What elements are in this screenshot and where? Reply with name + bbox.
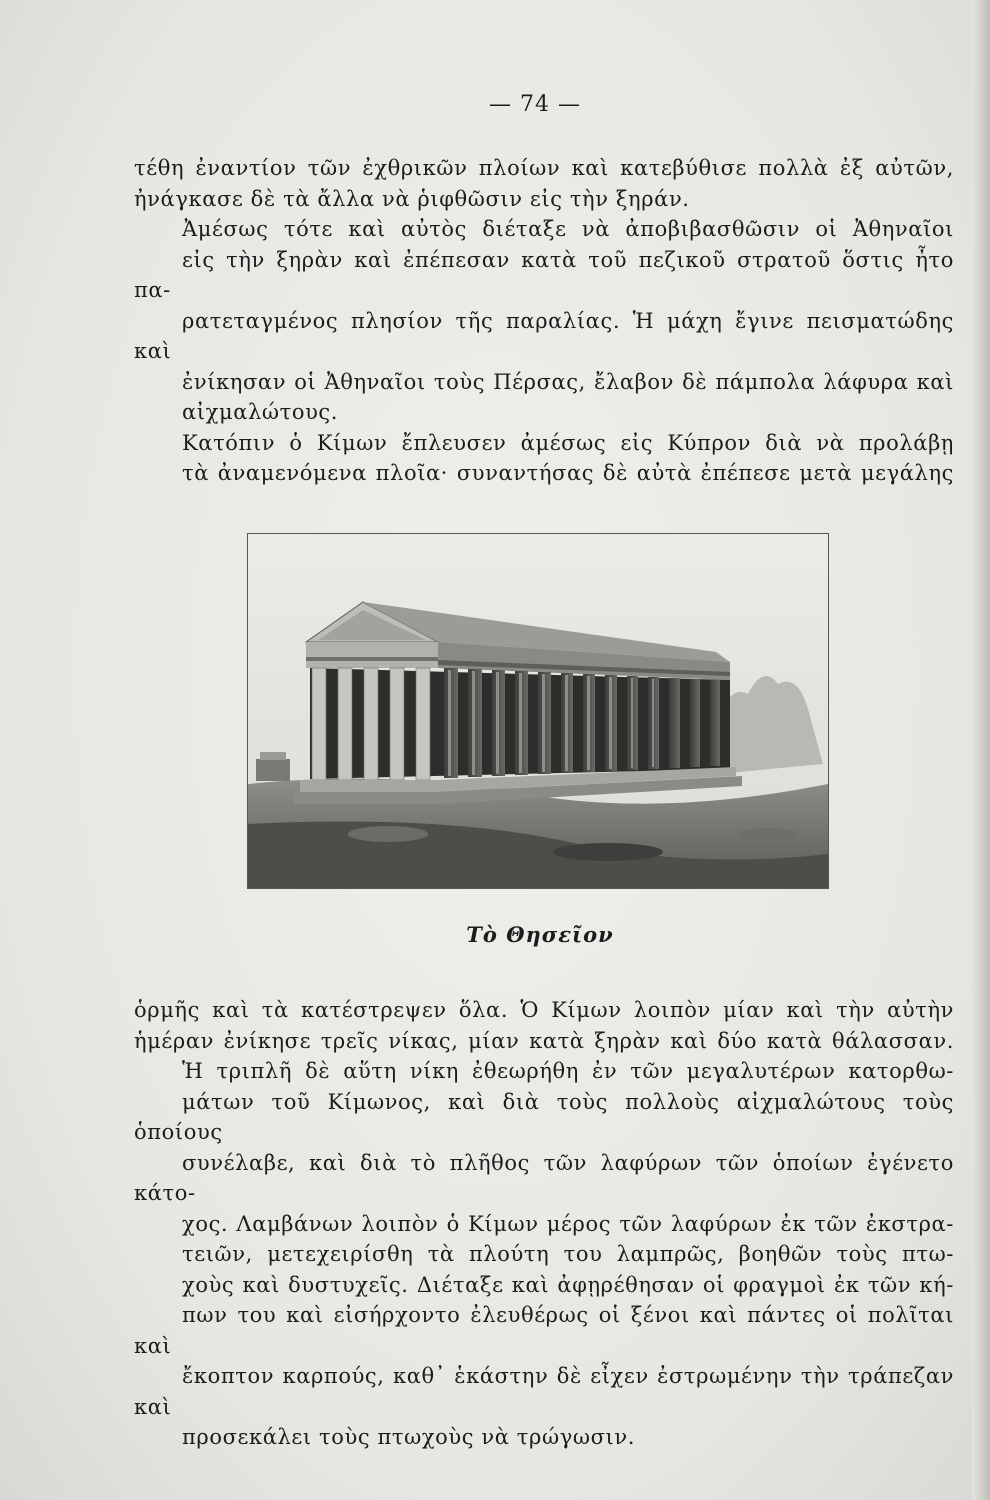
text-line: μάτων τοῦ Κίμωνος, καὶ διὰ τοὺς πολλοὺς αἰχμαλώτους τοὺς ὁποίους (134, 1089, 954, 1144)
text-line: Ἀμέσως τότε καὶ αὐτὸς διέταξε νὰ ἀποβιβασθῶσιν οἱ Ἀθηναῖοι (182, 217, 954, 241)
figure-caption: Τὸ Θησεῖον (466, 922, 614, 947)
text-line: Κατόπιν ὁ Κίμων ἔπλευσεν ἀμέσως εἰς Κύπρον διὰ νὰ προλάβῃ (182, 430, 954, 455)
text-line: ἐνίκησαν οἱ Ἀθηναῖοι τοὺς Πέρσας, ἔλαβον δὲ πάμπολα λάφυρα καὶ (182, 369, 954, 394)
page-number: — 74 — (489, 92, 581, 117)
text-line: ὁρμῆς καὶ τὰ κατέστρεψεν ὅλα. Ὁ Κίμων λοιπὸν μίαν καὶ τὴν αὐτὴν (134, 998, 954, 1022)
theseion-photograph (247, 533, 829, 889)
text-line: τὰ ἀναμενόμενα πλοῖα· συναντήσας δὲ αὐτὰ ἐπέπεσε μετὰ μεγάλης (182, 461, 954, 485)
text-line: αἰχμαλώτους. (182, 400, 339, 424)
text-line: χος. Λαμβάνων λοιπὸν ὁ Κίμων μέρος τῶν λαφύρων ἐκ τῶν ἐκστρα- (182, 1211, 954, 1236)
text-line: Ἡ τριπλῆ δὲ αὕτη νίκη ἐθεωρήθη ἐν τῶν μεγαλυτέρων κατορθω- (182, 1059, 954, 1083)
text-line: ρατεταγμένος πλησίον τῆς παραλίας. Ἡ μάχη ἔγινε πεισματώδης καὶ (134, 308, 954, 363)
text-line: ἡμέραν ἐνίκησε τρεῖς νίκας, μίαν κατὰ ξηρὰν καὶ δύο κατὰ θάλασσαν. (134, 1028, 954, 1053)
paragraph-1 (134, 153, 954, 214)
text-line: ἠνάγκασε δὲ τὰ ἄλλα νὰ ῥιφθῶσιν εἰς τὴν ξηράν. (134, 186, 690, 211)
text-line: τέθη ἐναντίον τῶν ἐχθρικῶν πλοίων καὶ κατεβύθισε πολλὰ ἐξ αὐτῶν, (134, 156, 954, 180)
text-line: ἔκοπτον καρπούς, καθ᾽ ἑκάστην δὲ εἶχεν ἐστρωμένην τὴν τράπεζαν καὶ (134, 1364, 954, 1419)
paragraph-5 (134, 1056, 954, 1453)
text-line: πων του καὶ εἰσήρχοντο ἐλευθέρως οἱ ξένοι καὶ πάντες οἱ πολῖται καὶ (134, 1303, 954, 1358)
text-line: συνέλαβε, καὶ διὰ τὸ πλῆθος τῶν λαφύρων τῶν ὁποίων ἐγένετο κάτο- (134, 1150, 954, 1205)
text-line: τειῶν, μετεχειρίσθη τὰ πλούτη του λαμπρῶς, βοηθῶν τοὺς πτω- (182, 1242, 954, 1266)
paragraph-4 (134, 995, 954, 1056)
paragraph-2 (134, 214, 954, 428)
text-line: εἰς τὴν ξηρὰν καὶ ἐπέπεσαν κατὰ τοῦ πεζικοῦ στρατοῦ ὅστις ἦτο πα- (134, 247, 954, 302)
text-line: προσεκάλει τοὺς πτωχοὺς νὰ τρώγωσιν. (182, 1425, 635, 1449)
top-text-block (134, 153, 954, 489)
bottom-text-block (134, 995, 954, 1453)
text-line: χοὺς καὶ δυστυχεῖς. Διέταξε καὶ ἀφῃρέθησαν οἱ φραγμοὶ ἐκ τῶν κή- (182, 1272, 954, 1297)
paragraph-3 (134, 428, 954, 489)
page-edge-shadow (972, 0, 990, 1500)
